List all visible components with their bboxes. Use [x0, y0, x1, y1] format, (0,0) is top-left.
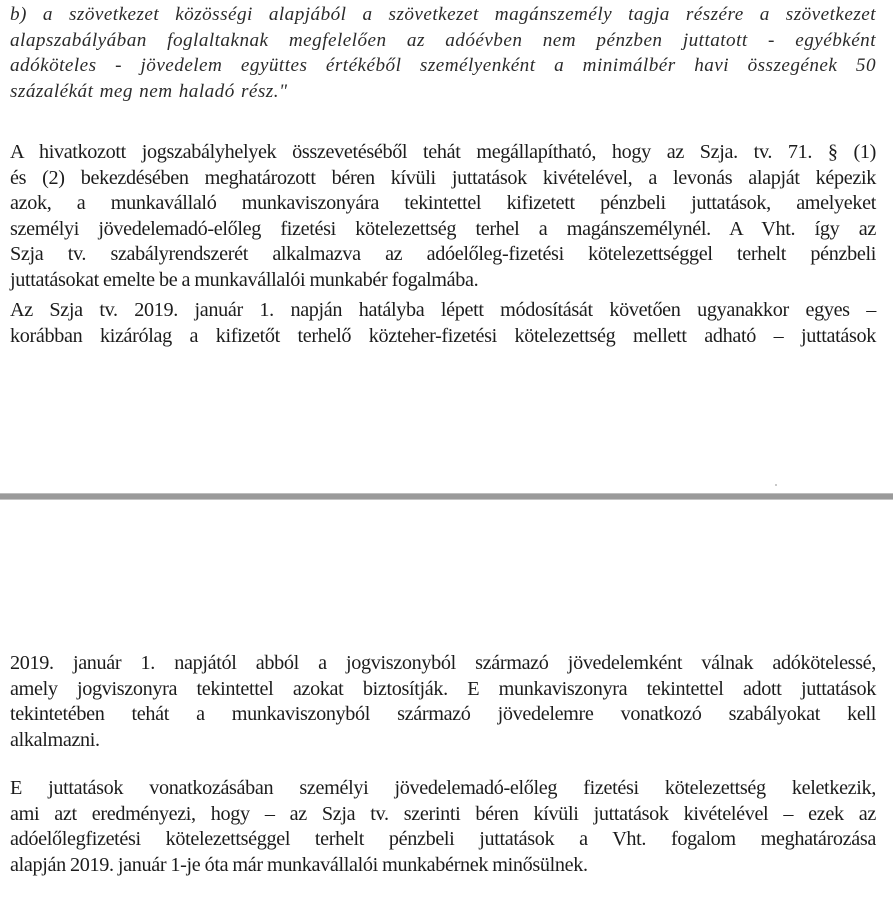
text-line: Az Szja tv. 2019. január 1. napján hatályba lépett módosítását követően ugyanakkor egyes – [10, 299, 876, 321]
text-line: juttatásokat emelte be a munkavállalói munkabér fogalmába. [10, 268, 479, 291]
text-line: alapján 2019. január 1-je óta már munkavállalói munkabérnek minősülnek. [10, 853, 588, 876]
text-line: amely jogviszonyra tekintettel azokat biztosítják. E munkaviszonyra tekintettel adott juttatások [10, 677, 876, 700]
text-line: és (2) bekezdésében meghatározott béren kívüli juttatások kivételével, a levonás alapját képezik [10, 166, 876, 189]
text-line: alkalmazni. [10, 728, 100, 751]
text-line: 2019. január 1. napjától abból a jogviszonyból származó jövedelemként válnak adókötelessé, [10, 652, 876, 674]
scan-speck [775, 484, 777, 486]
document-page-bottom [0, 500, 893, 900]
text-line: korábban kizárólag a kifizetőt terhelő közteher-fizetési kötelezettség mellett adható – juttatások [10, 324, 876, 347]
text-line: ami azt eredményezi, hogy – az Szja tv. szerinti béren kívüli juttatások kivételével – ezek az [10, 802, 876, 825]
text-line: azok, a munkavállaló munkaviszonyára tekintettel kifizetett pénzbeli juttatások, amelyeket [10, 192, 876, 214]
body-paragraph-4 [10, 776, 876, 878]
text-line: b) a szövetkezet közösségi alapjából a szövetkezet magánszemély tagja részére a szövetkezet [10, 4, 876, 25]
text-line: adóköteles - jövedelem együttes értékéből személyenként a minimálbér havi összegének 50 [10, 55, 876, 76]
text-line: A hivatkozott jogszabályhelyek összevetéséből tehát megállapítható, hogy az Szja. tv. 71. § (1) [10, 141, 876, 163]
text-line: százalékát meg nem haladó rész." [10, 80, 288, 102]
page-separator [0, 493, 893, 500]
text-line: személyi jövedelemadó-előleg fizetési kötelezettség terhel a magánszemélynél. A Vht. így az [10, 217, 876, 240]
body-paragraph-3 [10, 651, 876, 753]
text-line: Szja tv. szabályrendszerét alkalmazva az adóelőleg-fizetési kötelezettséggel terhelt pénzbeli [10, 243, 876, 265]
body-paragraph-1 [10, 140, 876, 293]
text-line: tekintetében tehát a munkaviszonyból származó jövedelemre vonatkozó szabályokat kell [10, 703, 876, 725]
text-line: alapszabályában foglaltaknak megfelelően az adóévben nem pénzben juttatott - egyébként [10, 29, 876, 51]
body-paragraph-2 [10, 298, 876, 349]
text-line: E juttatások vonatkozásában személyi jövedelemadó-előleg fizetési kötelezettség keletkezik, [10, 777, 876, 799]
quoted-law-paragraph [10, 2, 876, 104]
text-line: adóelőlegfizetési kötelezettséggel terhelt pénzbeli juttatások a Vht. fogalom meghatározása [10, 828, 876, 850]
